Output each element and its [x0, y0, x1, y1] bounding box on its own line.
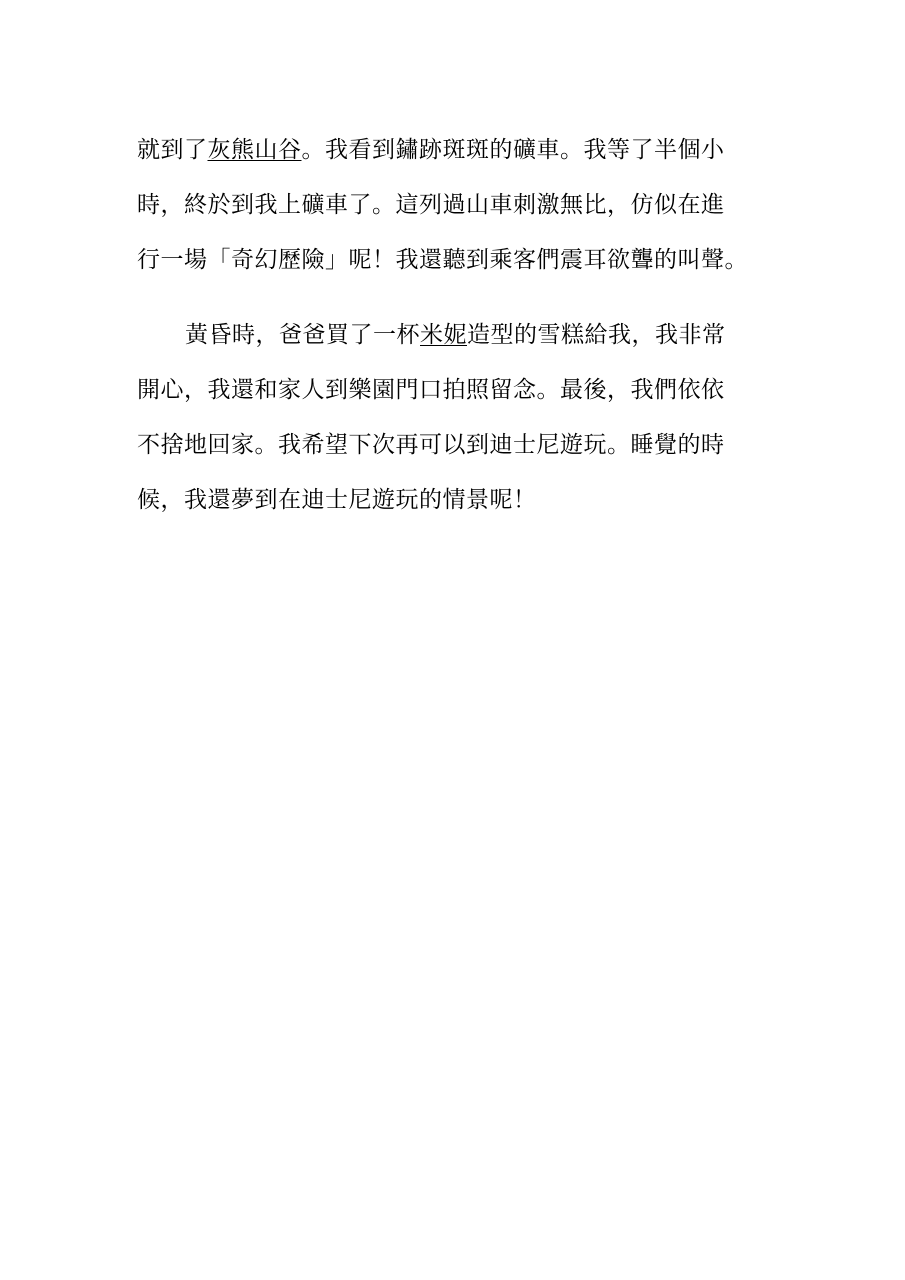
paragraph-1	[137, 124, 777, 289]
underlined-character-name: 米妮	[420, 322, 467, 348]
text-run: 就到了	[137, 137, 208, 163]
paragraph-1-line-1	[137, 124, 777, 179]
paragraph-2-line-3: 不捨地回家。我希望下次再可以到迪士尼遊玩。睡覺的時	[137, 432, 725, 458]
paragraph-2	[137, 309, 777, 529]
paragraph-1-line-2: 時，終於到我上礦車了。這列過山車刺激無比，仿似在進	[137, 192, 725, 218]
paragraph-2-line-1	[137, 309, 777, 364]
document-body	[137, 124, 777, 529]
paragraph-2-line-2: 開心，我還和家人到樂園門口拍照留念。最後，我們依依	[137, 377, 725, 403]
text-run: 。我看到鏽跡斑斑的礦車。我等了半個小	[301, 137, 725, 163]
paragraph-spacer	[137, 289, 777, 309]
underlined-place-name: 灰熊山谷	[207, 137, 302, 163]
text-run: 黃昏時，爸爸買了一杯	[185, 322, 420, 348]
text-run: 造型的雪糕給我，我非常	[467, 322, 726, 348]
paragraph-2-line-4: 候，我還夢到在迪士尼遊玩的情景呢！	[137, 487, 537, 513]
paragraph-1-line-3: 行一場「奇幻歷險」呢！我還聽到乘客們震耳欲聾的叫聲。	[137, 247, 748, 273]
